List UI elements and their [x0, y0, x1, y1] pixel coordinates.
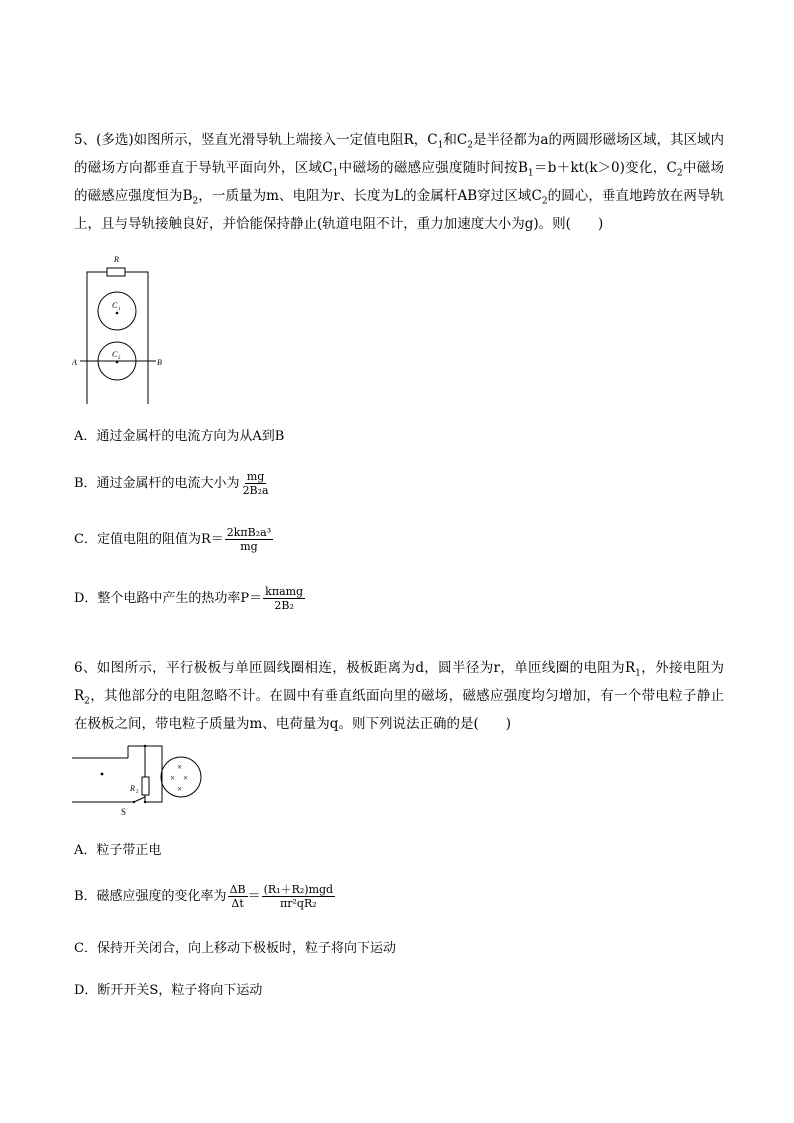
subscript: 2 — [467, 140, 473, 151]
subscript: 2 — [541, 196, 548, 207]
stem-text: ，一质量为m、电阻为r、长度为L的金属杆AB穿过区域C — [198, 188, 542, 204]
question-6-stem — [74, 654, 724, 738]
r2-sub: 2 — [136, 790, 139, 795]
stem-text: 中磁场的磁感应强度恒为B — [74, 160, 724, 204]
stem-text: ，外接电阻为R — [74, 660, 725, 704]
q5-option-d: D．整个电路中产生的热功率P＝ $\frac{\text{kπamg}}{\text{2B₂}}$ — [74, 585, 304, 612]
q6-option-b: B．磁感应强度的变化率为 $\frac{\Delta B}{\Delta t}$ ＝ $\frac{\text{(R₁＋R₂)mgd}}{\text{πr²qR₂}}$ — [74, 883, 334, 910]
right-rail — [125, 272, 148, 404]
label-a: A — [72, 358, 77, 367]
field-cross: × — [177, 762, 183, 772]
subscript: 1 — [527, 168, 534, 179]
field-cross: × — [183, 773, 189, 783]
subscript: 2 — [676, 168, 683, 179]
charged-particle — [101, 773, 104, 776]
stem-text: 的圆心，垂直地跨放在两导轨上，且与导轨接触良好，并恰能保持静止(轨道电阻不计，重力加速度大小为g)。则( ) — [74, 188, 725, 232]
stem-text: 5、(多选)如图所示，竖直光滑导轨上端接入一定值电阻R，C — [74, 132, 438, 148]
subscript: 2 — [84, 696, 90, 707]
q6-option-d: D．断开开关S，粒子将向下运动 — [74, 983, 263, 998]
single-turn-coil — [161, 757, 201, 797]
c2-label: C — [112, 350, 118, 359]
resistor-label: R — [114, 255, 119, 264]
switch-label: S — [121, 807, 127, 817]
field-cross: × — [170, 773, 176, 783]
stem-text: 中磁场的磁感应强度随时间按B — [338, 160, 528, 176]
field-cross: × — [177, 784, 183, 794]
q6-option-a: A．粒子带正电 — [74, 843, 162, 858]
subscript: 1 — [635, 668, 641, 679]
top-wire — [128, 746, 162, 790]
resistor-r2 — [142, 777, 149, 795]
stem-text: ，其他部分的电阻忽略不计。在圆中有垂直纸面向里的磁场，磁感应强度均匀增加，有一个带电粒子静止在极板之间，带电粒子质量为m、电荷量为q。则下列说法正确的是( ) — [74, 688, 724, 732]
q6-option-c: C．保持开关闭合，向上移动下极板时，粒子将向下运动 — [74, 941, 396, 956]
subscript: 1 — [437, 140, 444, 151]
c1-label: C — [112, 301, 118, 310]
c2-sub: 2 — [118, 356, 121, 361]
q5-option-b: B．通过金属杆的电流大小为 $\frac{mg}{\text{2B₂a}}$ — [74, 470, 269, 497]
stem-text: ＝b＋kt(k＞0)变化，C — [533, 160, 677, 176]
stem-text: 和C — [443, 132, 468, 148]
region-c2 — [98, 342, 136, 380]
region-c1 — [98, 292, 136, 330]
question-5-stem — [74, 126, 724, 238]
subscript: 2 — [192, 196, 199, 207]
q5-option-a: A．通过金属杆的电流方向为从A到B — [74, 429, 285, 444]
r2-label: R — [130, 784, 135, 793]
c1-sub: 1 — [118, 307, 121, 312]
stem-text: 6、如图所示，平行极板与单匝圆线圈相连，极板距离为d，圆半径为r，单匝线圈的电阻为R — [74, 660, 636, 676]
q5-option-c: C．定值电阻的阻值为R＝ $\frac{\text{2kπB₂a³}}{mg}$ — [74, 526, 272, 553]
subscript: 1 — [332, 168, 339, 179]
stem-text: 是半径都为a的两圆形磁场区域，其区域内的磁场方向都垂直于导轨平面向外，区域C — [74, 132, 724, 176]
left-rail — [87, 272, 107, 404]
resistor-r — [107, 268, 125, 276]
label-b: B — [157, 358, 162, 367]
switch-s — [134, 797, 145, 802]
